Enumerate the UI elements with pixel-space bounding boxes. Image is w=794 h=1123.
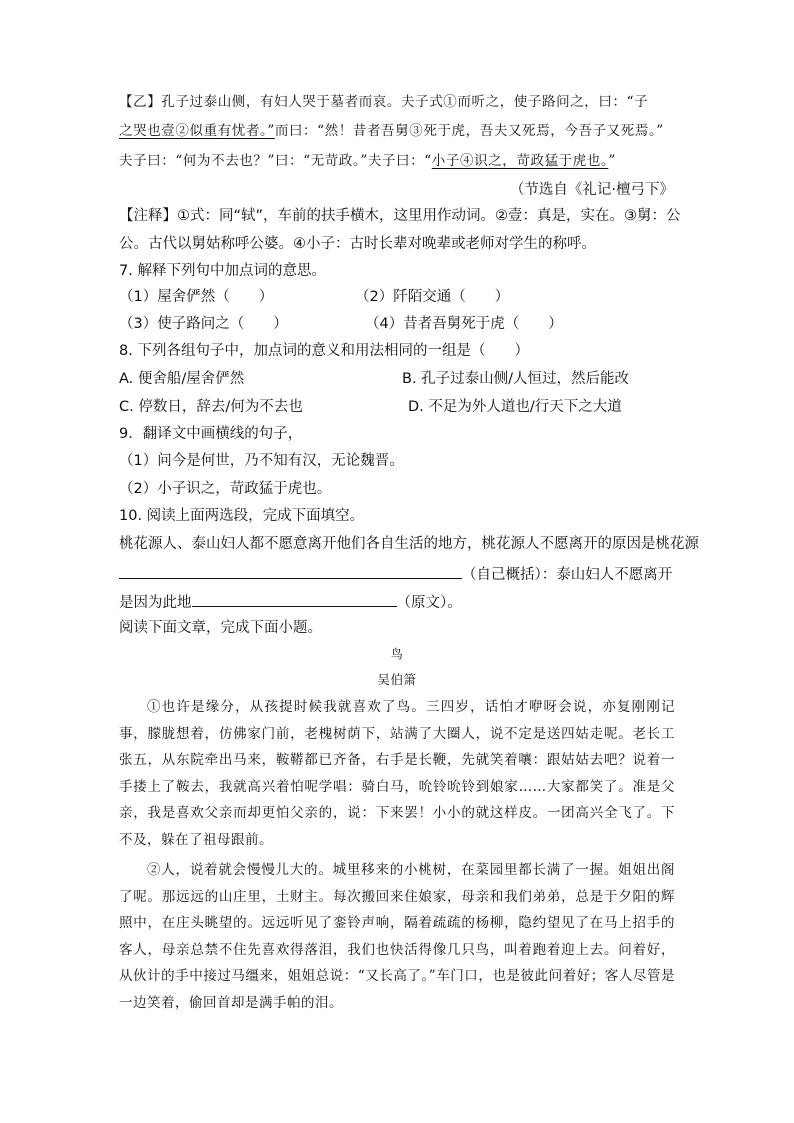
reading-intro: 阅读下面文章，完成下面小题。 (119, 620, 322, 636)
underlined-sentence: 之哭也壹②似重有忧者。” (119, 123, 275, 139)
q7-item-4: （4）昔者吾舅死于虎（ ） (365, 316, 563, 332)
q8-option-b: B. 孔子过泰山侧/人恒过，然后能改 (402, 371, 630, 387)
passage-yi-line-2: 之哭也壹②似重有忧者。”而曰：“然！昔者吾舅③死于虎，吾夫又死焉，今吾子又死焉。” (119, 123, 664, 139)
article-title: 鸟 (390, 647, 404, 661)
passage-yi-line-1: 【乙】孔子过泰山侧，有妇人哭于墓者而哀。夫子式①而听之，使子路问之，曰：“子 (119, 94, 649, 110)
q8-option-a: A. 便舍船/屋舍俨然 (119, 371, 245, 387)
answer-blank[interactable] (119, 562, 462, 579)
notes-line-2: 公。古代以舅姑称呼公婆。④小子：古时长辈对晚辈或老师对学生的称呼。 (119, 236, 596, 252)
q8-option-d: D. 不足为外人道也/行天下之大道 (408, 399, 622, 415)
q10-line-2: （自己概括）：泰山妇人不愿离开 (119, 562, 672, 585)
notes-line-1: 【注释】①式：同“轼”，车前的扶手横木，这里用作动词。②壹：真是，实在。③舅：公 (119, 208, 681, 224)
q7-stem: 7. 解释下列句中加点词的意思。 (119, 263, 326, 279)
q9-sentence-2: （2）小子识之，苛政猛于虎也。 (119, 481, 332, 497)
q9-stem: 9．翻译文中画横线的句子， (119, 426, 303, 442)
q7-item-1: （1）屋舍俨然（ ） (119, 289, 274, 305)
passage-source: （节选自《礼记·檀弓下》 (509, 182, 674, 198)
q8-stem: 8. 下列各组句子中，加点词的意义和用法相同的一组是（ ） (119, 343, 529, 359)
q10-line-3: 是因为此地 （原文）。 (119, 590, 462, 613)
answer-blank[interactable] (192, 590, 397, 607)
article-paragraph-2: ②人，说着就会慢慢儿大的。城里移来的小桃树，在菜园里都长满了一握。姐姐出阁了呢。那远远的山庄里，土财主。每次搬回来住娘家，母亲和我们弟弟，总是于夕阳的辉照中，在庄头眺望的。远远听见了銮铃声响，隔着疏疏的杨柳，隐约望见了在马上招手的客人，母亲总禁不住先喜欢得落泪，我们也快活得像几只鸟，叫着跑着迎上去。问着好，从伙计的手中接过马缰来，姐姐总说：“又长高了。”车门口，也是彼此问着好；客人尽管是一边笑着，偷回首却是满手帕的泪。 (119, 862, 675, 1011)
q10-line-1: 桃花源人、泰山妇人都不愿意离开他们各自生活的地方，桃花源人不愿离开的原因是桃花源 (119, 536, 699, 552)
underlined-sentence: 小子④识之，苛政猛于虎也。 (431, 153, 609, 169)
q7-item-2: （2）阡陌交通（ ） (355, 289, 510, 305)
q7-item-3: （3）使子路问之（ ） (119, 316, 288, 332)
q9-sentence-1: （1）问今是何世，乃不知有汉，无论魏晋。 (119, 453, 404, 469)
q10-stem: 10. 阅读上面两选段，完成下面填空。 (119, 508, 365, 524)
article-paragraph-1: ①也许是缘分，从孩提时候我就喜欢了鸟。三四岁，话怕才咿呀会说，亦复刚刚记事，朦胧想着，仿佛家门前，老槐树荫下，站满了大圈人，说不定是送四姑走呢。老长工张五，从东院牵出马来，鞍鞯都已齐备，右手是长鞭，先就笑着嚷：跟姑姑去吧？说着一手搂上了鞍去，我就高兴着怕呢学唱：骑白马，吮铃吮铃到娘家……大家都笑了。准是父亲，我是喜欢父亲而却更怕父亲的，说：下来罢！小小的就这样皮。一团高兴全飞了。下不及，躲在了祖母跟前。 (119, 699, 675, 848)
article-author: 吴伯箫 (377, 672, 417, 687)
q8-option-c: C. 停数日，辞去/何为不去也 (119, 399, 303, 415)
passage-yi-line-3: 夫子曰：“何为不去也？”曰：“无苛政。”夫子曰：“小子④识之，苛政猛于虎也。” (119, 153, 616, 169)
